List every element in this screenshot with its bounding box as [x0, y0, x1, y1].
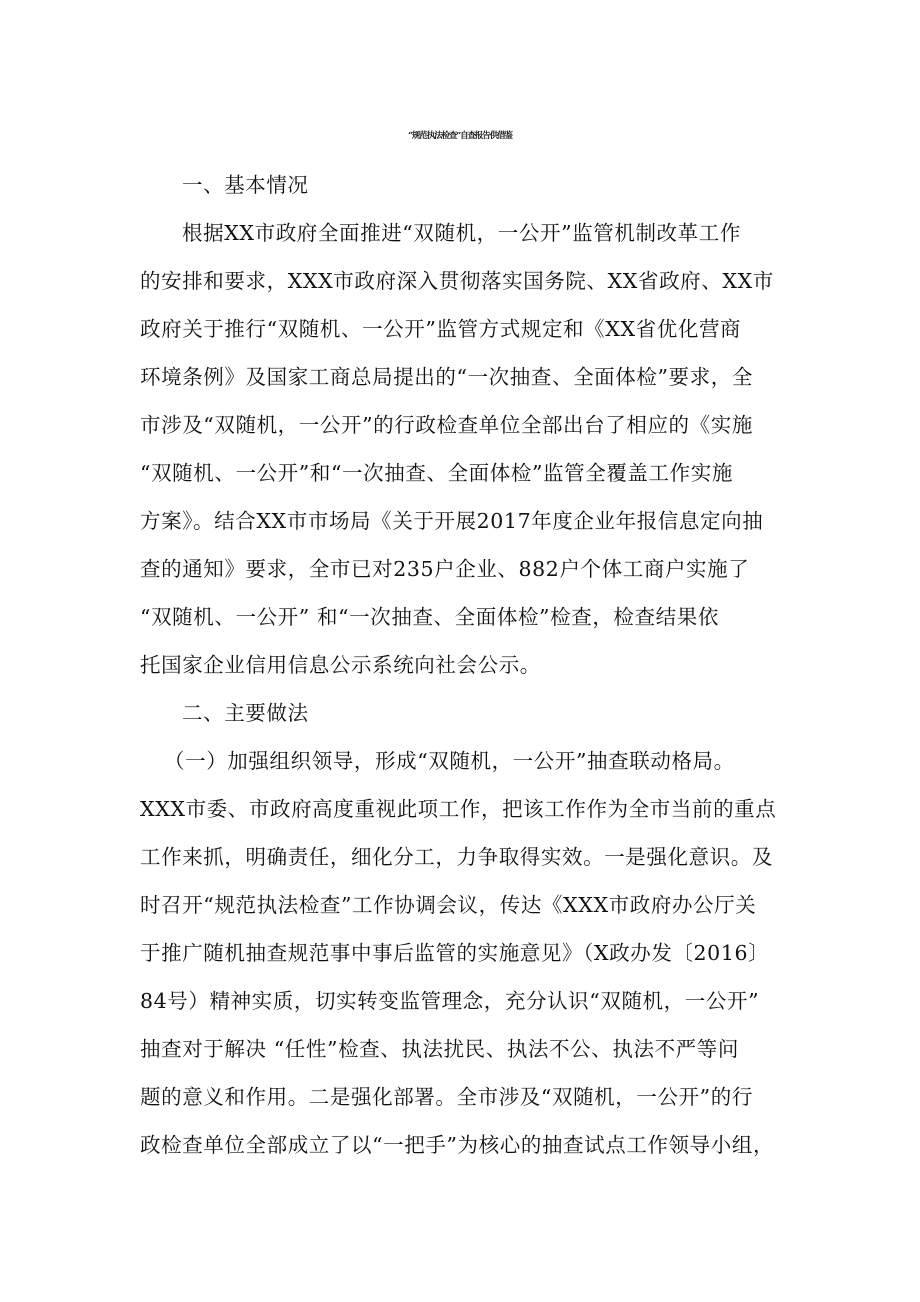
- paragraph-line: 政检查单位全部成立了以“一把手”为核心的抽查试点工作领导小组，: [140, 1133, 775, 1157]
- section-heading-basic: 一、基本情况: [182, 173, 309, 197]
- paragraph-line: 根据XX市政府全面推进“双随机，一公开”监管机制改革工作: [182, 221, 741, 245]
- paragraph-line: 84号）精神实质，切实转变监管理念，充分认识“双随机，一公开”: [140, 989, 760, 1013]
- paragraph-line: 抽查对于解决 “任性”检查、执法扰民、执法不公、执法不严等问: [140, 1037, 739, 1061]
- paragraph-line: 政府关于推行“双随机、一公开”监管方式规定和《XX省优化营商: [140, 317, 742, 341]
- paragraph-line: 题的意义和作用。二是强化部署。全市涉及“双随机，一公开”的行: [140, 1085, 753, 1109]
- document-title: “规范执法检查”自查报告供借鉴: [408, 131, 512, 141]
- paragraph-line: 环境条例》及国家工商总局提出的“一次抽查、全面体检”要求，全: [140, 365, 753, 389]
- paragraph-line: “双随机、一公开”和“一次抽查、全面体检”监管全覆盖工作实施: [140, 461, 733, 485]
- paragraph-line: 的安排和要求，XXX市政府深入贯彻落实国务院、XX省政府、XX市: [140, 269, 774, 293]
- section-heading-practices: 二、主要做法: [182, 701, 309, 725]
- paragraph-line: 时召开“规范执法检查”工作协调会议，传达《XXX市政府办公厅关: [140, 893, 757, 917]
- paragraph-line: 查的通知》要求，全市已对235户企业、882户个体工商户实施了: [140, 557, 750, 581]
- paragraph-line: 托国家企业信用信息公示系统向社会公示。: [140, 653, 541, 677]
- paragraph-line: 市涉及“双随机，一公开”的行政检查单位全部出台了相应的《实施: [140, 413, 753, 437]
- paragraph-line: 工作来抓，明确责任，细化分工，力争取得实效。一是强化意识。及: [140, 845, 773, 869]
- paragraph-line: XXX市委、市政府高度重视此项工作，把该工作作为全市当前的重点: [140, 797, 777, 821]
- paragraph-line: 于推广随机抽查规范事中事后监管的实施意见》（X政办发〔2016〕: [140, 941, 770, 965]
- subsection-heading: （一）加强组织领导，形成“双随机，一公开”抽查联动格局。: [164, 749, 735, 773]
- paragraph-line: 方案》。结合XX市市场局《关于开展2017年度企业年报信息定向抽: [140, 509, 764, 533]
- paragraph-line: “双随机、一公开” 和“一次抽查、全面体检”检查，检查结果依: [140, 605, 719, 629]
